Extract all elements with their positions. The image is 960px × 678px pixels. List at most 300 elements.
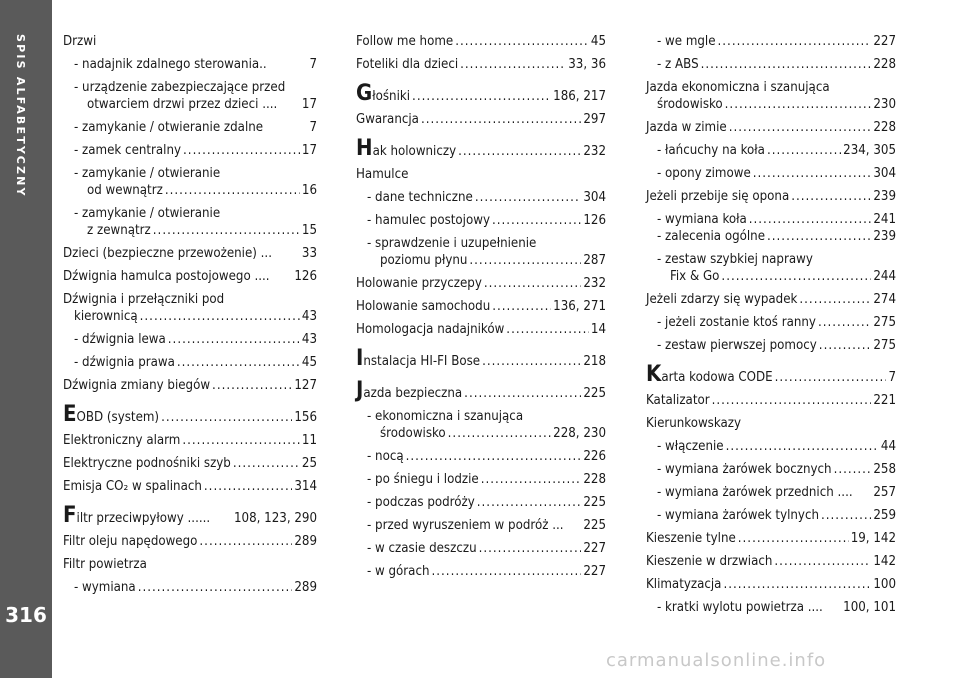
page-ref: 227: [583, 541, 606, 556]
index-entry: [646, 291, 896, 308]
index-entry: [356, 471, 606, 488]
entry-label: Dźwignia i przełączniki pod: [63, 292, 225, 307]
entry-text: [657, 228, 765, 245]
dot-leader: [506, 321, 589, 338]
entry-label: Follow me home: [356, 34, 454, 49]
entry-label: Holowanie samochodu: [356, 299, 491, 314]
entry-text: [657, 507, 819, 524]
entry-text: [74, 165, 220, 182]
entry-label: Jazda ekonomiczna i szanująca: [646, 80, 830, 95]
dot-leader: [721, 268, 871, 285]
page-ref: 275: [873, 315, 896, 330]
entry-label: Fix & Go: [670, 269, 720, 284]
page-ref: 7: [888, 370, 896, 385]
index-entry: [63, 119, 317, 136]
entry-label: Emisja CO₂ w spalinach: [63, 479, 202, 494]
entry-label: - przed wyruszeniem w podróż ...: [367, 518, 564, 533]
entry-text: [657, 314, 816, 331]
entry-label: - zamykanie / otwieranie: [74, 206, 221, 221]
page-ref: 259: [873, 508, 896, 523]
dot-leader: [199, 533, 292, 550]
page-ref: 228, 230: [553, 426, 606, 441]
page-ref: 234, 305: [843, 143, 896, 158]
dot-leader: [725, 96, 872, 113]
index-entry: [356, 348, 606, 370]
index-entry: [646, 461, 896, 478]
index-entry: [646, 56, 896, 73]
index-entry: [63, 533, 317, 550]
index-entry: [646, 119, 896, 136]
entry-text: [657, 461, 832, 478]
page-ref: 7: [309, 57, 317, 72]
page-ref: 289: [294, 534, 317, 549]
entry-text: [356, 81, 411, 106]
entry-label: Hamulce: [356, 167, 409, 182]
dot-leader: [212, 377, 292, 394]
entry-label: z zewnątrz: [87, 223, 151, 238]
index-entry: [646, 251, 896, 268]
dot-leader: [767, 142, 841, 159]
entry-text: [74, 354, 175, 371]
index-entry: [356, 275, 606, 292]
entry-text: [74, 331, 166, 348]
entry-label: - dźwignia lewa: [74, 332, 166, 347]
entry-label: - zestaw pierwszej pomocy: [657, 338, 817, 353]
dot-leader: [448, 425, 552, 442]
entry-text: [63, 33, 96, 50]
dot-leader: [455, 33, 589, 50]
index-entry: [356, 408, 606, 425]
entry-label: środowisko: [380, 426, 446, 441]
entry-text: [657, 96, 723, 113]
entry-text: [63, 245, 272, 262]
page-ref: 126: [583, 213, 606, 228]
entry-text: [356, 275, 482, 292]
dot-leader: [492, 298, 551, 315]
page-ref: 108, 123, 290: [234, 511, 317, 526]
entry-text: [356, 56, 458, 73]
index-entry: [63, 56, 317, 73]
index-entry: [63, 182, 317, 199]
dot-leader: [140, 308, 300, 325]
entry-text: [670, 268, 719, 285]
entry-label: - zamykanie / otwieranie: [74, 166, 221, 181]
entry-label: środowisko: [657, 97, 723, 112]
page-ref: 127: [294, 378, 317, 393]
dot-leader: [729, 119, 872, 136]
entry-text: [367, 235, 536, 252]
dot-leader: [477, 494, 582, 511]
index-entry: [646, 142, 896, 159]
dot-leader: [726, 438, 879, 455]
entry-text: [356, 346, 481, 371]
index-entry: [63, 579, 317, 596]
section-letter: I: [356, 346, 364, 371]
entry-text: [63, 268, 270, 285]
entry-text: [63, 503, 211, 528]
page-ref: 225: [583, 386, 606, 401]
entry-text: [74, 56, 267, 73]
page-ref: 44: [880, 439, 896, 454]
index-entry: [646, 599, 896, 616]
page-ref: 304: [873, 166, 896, 181]
index-entry: [646, 337, 896, 354]
index-entry: [63, 291, 317, 308]
index-entry: [356, 212, 606, 229]
dot-leader: [469, 252, 581, 269]
entry-text: [74, 579, 136, 596]
entry-text: [646, 291, 797, 308]
entry-label: - wymiana koła: [657, 212, 747, 227]
index-entry: [646, 314, 896, 331]
entry-text: [646, 392, 710, 409]
page-ref: 19, 142: [850, 531, 896, 546]
page-ref: 228: [583, 472, 606, 487]
dot-leader: [821, 507, 871, 524]
index-entry: [646, 96, 896, 113]
page-ref: 43: [301, 309, 317, 324]
index-entry: [356, 33, 606, 50]
entry-label: arta kodowa CODE: [661, 370, 773, 385]
entry-text: [87, 182, 163, 199]
dot-leader: [233, 455, 300, 472]
page-ref: 221: [873, 393, 896, 408]
entry-text: [657, 484, 853, 501]
dot-leader: [153, 222, 300, 239]
entry-label: - włączenie: [657, 439, 724, 454]
entry-label: kierownicą: [74, 309, 138, 324]
entry-text: [74, 79, 285, 96]
dot-leader: [406, 448, 582, 465]
entry-text: [74, 308, 138, 325]
entry-text: [87, 222, 151, 239]
dot-leader: [723, 576, 871, 593]
entry-text: [74, 119, 263, 136]
entry-text: [646, 415, 741, 432]
entry-label: - wymiana: [74, 580, 136, 595]
page-ref: 100: [873, 577, 896, 592]
entry-label: - łańcuchy na koła: [657, 143, 765, 158]
entry-label: Kierunkowskazy: [646, 416, 741, 431]
page-ref: 257: [873, 485, 896, 500]
index-entry: [356, 380, 606, 402]
dot-leader: [738, 530, 849, 547]
index-entry: [63, 165, 317, 182]
entry-text: [87, 96, 277, 113]
dot-leader: [161, 409, 292, 426]
page-ref: 225: [583, 495, 606, 510]
entry-text: [74, 205, 220, 222]
dot-leader: [481, 471, 582, 488]
entry-text: [646, 362, 773, 387]
entry-label: iltr przeciwpyłowy ......: [76, 511, 211, 526]
entry-label: - opony zimowe: [657, 166, 751, 181]
index-entry: [63, 96, 317, 113]
index-entry: [356, 111, 606, 128]
dot-leader: [460, 56, 566, 73]
entry-text: [380, 425, 446, 442]
page-ref: 15: [301, 223, 317, 238]
index-entry: [63, 556, 317, 573]
page-number: 316: [5, 603, 47, 627]
entry-label: łośniki: [372, 89, 411, 104]
entry-text: [367, 517, 564, 534]
entry-label: - nocą: [367, 449, 404, 464]
entry-label: Drzwi: [63, 34, 97, 49]
dot-leader: [753, 165, 872, 182]
page-ref: 226: [583, 449, 606, 464]
entry-label: Holowanie przyczepy: [356, 276, 482, 291]
index-entry: [646, 211, 896, 228]
index-entry: [63, 505, 317, 527]
entry-text: [657, 142, 765, 159]
dot-leader: [464, 385, 581, 402]
index-entry: [646, 79, 896, 96]
entry-label: - zalecenia ogólne: [657, 229, 765, 244]
dot-leader: [168, 331, 300, 348]
dot-leader: [834, 461, 872, 478]
index-entry: [646, 553, 896, 570]
page-ref: 25: [301, 456, 317, 471]
entry-label: - zestaw szybkiej naprawy: [657, 252, 813, 267]
entry-label: Filtr oleju napędowego: [63, 534, 198, 549]
entry-label: ak holowniczy: [372, 144, 457, 159]
index-entry: [356, 540, 606, 557]
index-entry: [356, 252, 606, 269]
entry-label: azda bezpieczna: [363, 386, 463, 401]
index-entry: [63, 377, 317, 394]
page-ref: 230: [873, 97, 896, 112]
page-ref: 232: [583, 276, 606, 291]
index-entry: [63, 205, 317, 222]
entry-label: Kieszenie w drzwiach: [646, 554, 773, 569]
entry-label: Jeżeli przebije się opona: [646, 189, 790, 204]
page-ref: 33, 36: [568, 57, 606, 72]
page-ref: 239: [873, 229, 896, 244]
dot-leader: [718, 33, 872, 50]
entry-text: [356, 33, 453, 50]
page-ref: 43: [301, 332, 317, 347]
entry-label: Katalizator: [646, 393, 710, 408]
entry-label: - urządzenie zabezpieczające przed: [74, 80, 286, 95]
index-entry: [63, 432, 317, 449]
entry-text: [657, 438, 724, 455]
page-ref: 136, 271: [553, 299, 606, 314]
index-entry: [646, 188, 896, 205]
page-ref: 287: [583, 253, 606, 268]
dot-leader: [482, 353, 581, 370]
page-ref: 274: [873, 292, 896, 307]
entry-text: [657, 33, 716, 50]
index-entry: [646, 228, 896, 245]
dot-leader: [138, 579, 293, 596]
index-entry: [63, 478, 317, 495]
entry-text: [646, 188, 789, 205]
index-entry: [356, 494, 606, 511]
entry-label: Filtr powietrza: [63, 557, 147, 572]
entry-label: - hamulec postojowy: [367, 213, 490, 228]
section-letter: J: [356, 378, 364, 403]
page-ref: 126: [294, 269, 317, 284]
index-entry: [63, 354, 317, 371]
entry-text: [367, 408, 523, 425]
entry-label: Foteliki dla dzieci: [356, 57, 459, 72]
entry-text: [367, 494, 475, 511]
index-entry: [63, 331, 317, 348]
entry-text: [63, 291, 224, 308]
index-entry: [356, 298, 606, 315]
index-column-3: [646, 33, 896, 622]
page-ref: 14: [590, 322, 606, 337]
dot-leader: [749, 211, 872, 228]
entry-text: [74, 142, 181, 159]
page-ref: 17: [301, 143, 317, 158]
entry-text: [657, 599, 823, 616]
index-entry: [63, 33, 317, 50]
index-entry: [646, 165, 896, 182]
entry-label: poziomu płynu: [380, 253, 468, 268]
entry-label: - zamykanie / otwieranie zdalne: [74, 120, 264, 135]
dot-leader: [712, 392, 872, 409]
entry-text: [356, 378, 463, 403]
entry-label: - w czasie deszczu: [367, 541, 477, 556]
page-ref: 156: [294, 410, 317, 425]
entry-label: - sprawdzenie i uzupełnienie: [367, 236, 537, 251]
entry-text: [367, 212, 490, 229]
index-entry: [63, 222, 317, 239]
entry-text: [367, 189, 473, 206]
page-ref: 33: [301, 246, 317, 261]
index-entry: [646, 364, 896, 386]
entry-text: [646, 530, 736, 547]
page-ref: 227: [873, 34, 896, 49]
index-entry: [63, 455, 317, 472]
entry-label: - w górach: [367, 564, 430, 579]
entry-text: [63, 402, 160, 427]
entry-text: [367, 563, 430, 580]
page-ref: 241: [873, 212, 896, 227]
index-entry: [646, 507, 896, 524]
entry-label: Gwarancja: [356, 112, 419, 127]
entry-label: - wymiana żarówek tylnych: [657, 508, 819, 523]
page-ref: 100, 101: [843, 600, 896, 615]
entry-label: - wymiana żarówek przednich ....: [657, 485, 853, 500]
section-title: SPIS ALFABETYCZNY: [14, 34, 27, 198]
page-ref: 228: [873, 120, 896, 135]
index-entry: [356, 425, 606, 442]
dot-leader: [432, 563, 582, 580]
entry-label: Klimatyzacja: [646, 577, 722, 592]
page-ref: 244: [873, 269, 896, 284]
index-entry: [646, 33, 896, 50]
index-entry: [356, 448, 606, 465]
entry-text: [367, 471, 479, 488]
index-entry: [646, 392, 896, 409]
index-entry: [646, 415, 896, 432]
page-ref: 16: [301, 183, 317, 198]
sidebar: [0, 0, 52, 678]
entry-text: [646, 119, 727, 136]
entry-label: - dźwignia prawa: [74, 355, 175, 370]
index-entry: [356, 56, 606, 73]
entry-text: [367, 448, 404, 465]
entry-label: Homologacja nadajników: [356, 322, 505, 337]
page-ref: 7: [309, 120, 317, 135]
entry-text: [646, 576, 721, 593]
page-ref: 232: [583, 144, 606, 159]
page-ref: 258: [873, 462, 896, 477]
entry-text: [63, 556, 147, 573]
entry-text: [356, 136, 457, 161]
page-ref: 11: [301, 433, 317, 448]
dot-leader: [492, 212, 581, 229]
page-ref: 45: [301, 355, 317, 370]
dot-leader: [767, 228, 871, 245]
entry-label: - we mgle: [657, 34, 716, 49]
index-column-2: [356, 33, 606, 586]
index-entry: [356, 517, 606, 534]
entry-label: - po śniegu i lodzie: [367, 472, 479, 487]
entry-label: otwarciem drzwi przez dzieci ....: [87, 97, 278, 112]
entry-text: [657, 165, 751, 182]
entry-label: - z ABS: [657, 57, 699, 72]
entry-label: Dźwignia hamulca postojowego ....: [63, 269, 270, 284]
index-entry: [646, 576, 896, 593]
dot-leader: [774, 553, 871, 570]
index-entry: [646, 530, 896, 547]
entry-text: [380, 252, 467, 269]
page-ref: 275: [873, 338, 896, 353]
page-ref: 314: [294, 479, 317, 494]
dot-leader: [799, 291, 871, 308]
index-entry: [356, 138, 606, 160]
entry-text: [356, 166, 408, 183]
entry-label: Dźwignia zmiany biegów: [63, 378, 211, 393]
page-ref: 289: [294, 580, 317, 595]
page-ref: 228: [873, 57, 896, 72]
index-entry: [63, 245, 317, 262]
entry-text: [657, 56, 699, 73]
section-letter: K: [646, 362, 662, 387]
page-ref: 225: [583, 518, 606, 533]
dot-leader: [479, 540, 582, 557]
page-ref: 304: [583, 190, 606, 205]
entry-text: [63, 377, 210, 394]
dot-leader: [182, 432, 300, 449]
section-letter: G: [356, 81, 373, 106]
entry-text: [356, 111, 419, 128]
entry-text: [356, 298, 490, 315]
page-ref: 45: [590, 34, 606, 49]
section-letter: H: [356, 136, 373, 161]
index-entry: [356, 189, 606, 206]
page-ref: 239: [873, 189, 896, 204]
entry-label: od wewnątrz: [87, 183, 163, 198]
entry-text: [356, 321, 504, 338]
dot-leader: [775, 369, 887, 386]
entry-label: - wymiana żarówek bocznych: [657, 462, 832, 477]
entry-text: [657, 211, 747, 228]
entry-label: Elektryczne podnośniki szyb: [63, 456, 231, 471]
page-ref: 227: [583, 564, 606, 579]
dot-leader: [421, 111, 581, 128]
dot-leader: [412, 88, 551, 105]
index-entry: [63, 268, 317, 285]
entry-label: OBD (system): [76, 410, 160, 425]
dot-leader: [165, 182, 300, 199]
index-entry: [63, 404, 317, 426]
index-column-1: [63, 33, 317, 602]
